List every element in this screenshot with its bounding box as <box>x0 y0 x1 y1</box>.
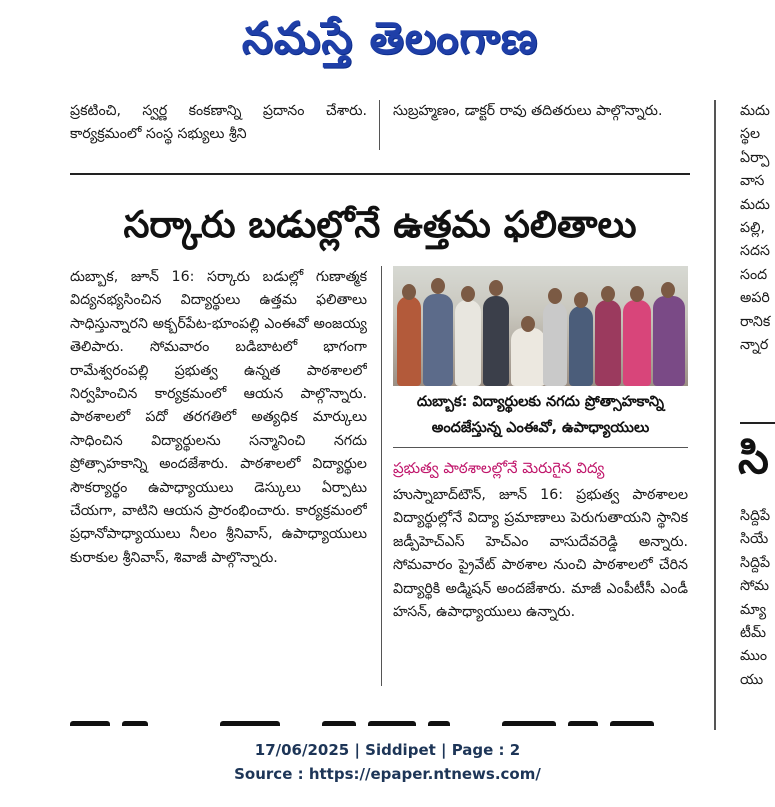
top-middle-snippet: సుబ్రహ్మణం, డాక్టర్ రావు తదితరులు పాల్గొన్నారు. <box>393 103 663 119</box>
newspaper-title: నమస్తే తెలంగాణ <box>241 13 539 64</box>
right-column <box>740 100 775 730</box>
right-fragment: రానిక <box>740 313 771 330</box>
sub-article-body-text: హుస్నాబాద్‌టౌన్, జూన్ 16: ప్రభుత్వ పాఠశాలల విద్యార్థుల్లోనే విద్యా ప్రమాణాలు పెరుగుతాయని స్థానిక జడ్పీహెచ్ఎస్ హెచ్ఎం వాసుదేవరెడ్డి అన్నారు. సోమవారం ప్రైవేట్ పాఠశాల నుంచి పాఠశాలలో చేరిన విద్యార్థికి అడ్మిషన్ అందజేశారు. మాజీ ఎంపీటీసీ ఎండీ హసన్, ఉపాధ్యాయులు ఉన్నారు. <box>393 487 688 621</box>
caption-rule <box>393 447 688 448</box>
photo-caption: దుబ్బాక: విద్యార్థులకు నగదు ప్రోత్సాహకాన్ని అందజేస్తున్న ఎంఈవో, ఉపాధ్యాయులు <box>416 394 665 436</box>
right-fragment: న్నార <box>740 337 769 354</box>
right-fragment: మదు <box>740 103 770 119</box>
right-column-rule <box>740 422 775 424</box>
column-divider-right <box>714 100 716 730</box>
cut-off-headline <box>70 716 690 726</box>
right-fragment: ముం <box>740 648 768 665</box>
sub-article-headline: ప్రభుత్వ పాఠశాలల్లోనే మెరుగైన విద్య <box>393 459 605 477</box>
right-fragment: సిద్దిపే <box>740 554 771 571</box>
sub-article-body <box>393 484 688 694</box>
right-column-bottom-fragments <box>740 505 775 692</box>
right-fragment: టీమ్ <box>740 625 766 642</box>
article-body <box>70 266 367 686</box>
right-fragment: సోమ <box>740 578 770 595</box>
footer-edition-info: 17/06/2025 | Siddipet | Page : 2 <box>254 741 521 759</box>
column-divider-main <box>381 266 382 686</box>
right-fragment: సంద <box>740 266 768 283</box>
column-divider-top <box>379 100 380 150</box>
right-column-top-fragments <box>740 100 775 357</box>
article-photo <box>393 266 688 386</box>
footer-source-link[interactable]: Source : https://epaper.ntnews.com/ <box>234 765 541 783</box>
right-fragment: స్థల <box>740 126 761 143</box>
right-fragment: యు <box>740 671 764 688</box>
right-fragment: సియే <box>740 531 769 548</box>
right-fragment: మ్యా <box>740 601 767 618</box>
page-footer <box>0 738 775 786</box>
masthead <box>0 0 775 92</box>
article-headline: సర్కారు బడుల్లోనే ఉత్తమ ఫలితాలు <box>123 203 637 246</box>
right-fragment: మదు <box>740 196 770 213</box>
article-body-text: దుబ్బాక, జూన్ 16: సర్కారు బడుల్లో గుణాత్మక విద్యనభ్యసించిన విద్యార్థులు ఉత్తమ ఫలితాలు సాధిస్తున్నారని అక్బర్‌పేట-భూంపల్లి ఎంఈవో అంజయ్య తెలిపారు. సోమవారం బడిబాటలో భాగంగా రామేశ్వరంపల్లి ప్రభుత్వ ఉన్నత పాఠశాలలో నిర్వహించిన కార్యక్రమంలో ఆయన పాల్గొన్నారు. పాఠశాలలో పదో తరగతిలో అత్యధిక మార్కులు సాధించిన విద్యార్థులను సన్మానించి నగదు ప్రోత్సాహకాన్ని అందజేశారు. పాఠశాలలో విద్యార్థుల సౌకర్యార్థం ఉపాధ్యాయులు డెస్కులు ఏర్పాటు చేయగా, వాటిని ఆయన ప్రారంభించారు. కార్యక్రమంలో ప్రధానోపాధ్యాయులు నీలం శ్రీనివాస్, ఉపాధ్యాయులు కురాకుల శ్రీనివాస్, శివాజీ పాల్గొన్నారు. <box>70 269 367 566</box>
right-fragment: సిద్దిపే <box>740 508 771 524</box>
right-column-big-heading: సి <box>738 433 769 484</box>
right-fragment: ఏర్పా <box>740 149 770 166</box>
right-fragment: పల్లి, <box>740 220 765 237</box>
right-fragment: అపరి <box>740 290 770 307</box>
section-rule <box>70 173 690 175</box>
top-left-snippet: ప్రకటించి, స్వర్ణ కంకణాన్ని ప్రదానం చేశారు. కార్యక్రమంలో సంస్థ సభ్యులు శ్రీని <box>70 103 367 143</box>
right-fragment: వాస <box>740 173 765 190</box>
right-fragment: సదస <box>740 243 770 260</box>
